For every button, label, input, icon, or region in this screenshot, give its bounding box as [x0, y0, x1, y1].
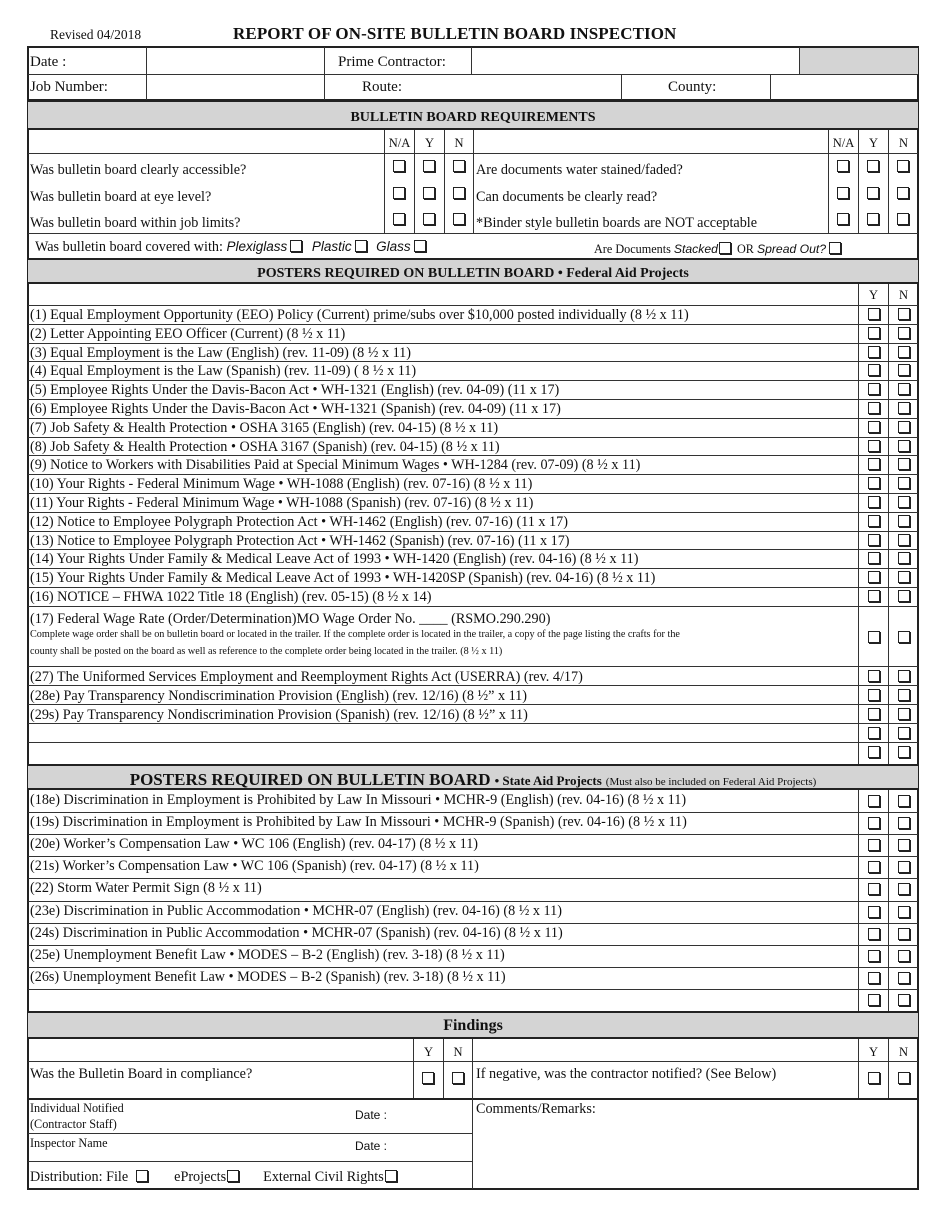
checkbox-no[interactable]: [898, 308, 910, 320]
row-divider: [28, 587, 918, 588]
divider: [28, 74, 918, 75]
checkbox-no[interactable]: [898, 364, 910, 376]
checkbox-yes[interactable]: [868, 308, 880, 320]
col-n: N: [898, 288, 909, 302]
checkbox-yes[interactable]: [868, 631, 880, 643]
notified-question: If negative, was the contractor notified? (See Below): [476, 1066, 777, 1082]
checkbox-yes[interactable]: [868, 746, 880, 758]
divider: [28, 1133, 472, 1134]
federal-poster-item: (13) Notice to Employee Polygraph Protection Act • WH-1462 (Spanish) (rev. 07-16) (11 x 17): [30, 532, 570, 549]
row-divider: [28, 493, 918, 494]
row-divider: [28, 361, 918, 362]
inspector-date-label: Date :: [355, 1139, 388, 1153]
checkbox-no[interactable]: [898, 817, 910, 829]
checkbox-no[interactable]: [898, 631, 910, 643]
row-divider: [28, 531, 918, 532]
checkbox-na[interactable]: [393, 187, 405, 199]
inspector-date-field[interactable]: [400, 1136, 470, 1159]
row-divider: [28, 474, 918, 475]
checkbox-yes[interactable]: [868, 1072, 880, 1084]
requirements-title: BULLETIN BOARD REQUIREMENTS: [350, 110, 596, 125]
state-poster-item: (25e) Unemployment Benefit Law • MODES – B-2 (English) (rev. 3-18) (8 ½ x 11): [30, 946, 505, 963]
checkbox-no[interactable]: [898, 727, 910, 739]
federal-poster-item: (29s) Pay Transparency Nondiscrimination Provision (Spanish) (rev. 12/16) (8 ½” x 11): [30, 707, 528, 723]
federal-poster-item: (14) Your Rights Under Family & Medical Leave Act of 1993 • WH-1420 (English) (rev. 04-16) (8 ½ x 11): [30, 551, 639, 568]
checkbox-yes[interactable]: [868, 571, 880, 583]
divider: [28, 233, 918, 234]
checkbox-no[interactable]: [898, 689, 910, 701]
row-divider: [28, 549, 918, 550]
checkbox-no[interactable]: [898, 534, 910, 546]
covered-label: Was bulletin board covered with:: [35, 239, 223, 255]
checkbox-na[interactable]: [837, 160, 849, 172]
row-divider: [28, 812, 918, 813]
divider: [770, 75, 771, 100]
checkbox-no[interactable]: [898, 972, 910, 984]
checkbox-yes[interactable]: [868, 496, 880, 508]
row-divider: [28, 723, 918, 724]
option-stacked: Stacked: [673, 242, 718, 256]
col-y: Y: [868, 136, 879, 150]
federal-poster-item: (9) Notice to Workers with Disabilities Paid at Special Minimum Wages • WH-1284 (rev. 07-09) (8 ½ x 11): [30, 457, 641, 474]
compliance-question: Was the Bulletin Board in compliance?: [30, 1066, 253, 1082]
checkbox-no[interactable]: [898, 440, 910, 452]
checkbox-yes[interactable]: [868, 839, 880, 851]
row-divider: [28, 666, 918, 667]
checkbox-no[interactable]: [898, 795, 910, 807]
checkbox-yes[interactable]: [868, 552, 880, 564]
checkbox-yes[interactable]: [422, 1072, 434, 1084]
route-field[interactable]: [474, 77, 619, 98]
checkbox-no[interactable]: [898, 477, 910, 489]
checkbox-yes[interactable]: [868, 817, 880, 829]
divider: [28, 1061, 918, 1062]
option-spread-out: Spread Out?: [756, 242, 827, 256]
col-n: N: [898, 136, 909, 150]
divider: [472, 1039, 473, 1189]
checkbox-yes[interactable]: [868, 402, 880, 414]
divider: [28, 1161, 472, 1162]
col-y: Y: [868, 288, 879, 302]
checkbox-yes[interactable]: [868, 708, 880, 720]
col-na: N/A: [832, 136, 855, 150]
col-na: N/A: [388, 136, 411, 150]
row-divider: [28, 704, 918, 705]
checkbox-no[interactable]: [898, 552, 910, 564]
federal-poster-item: (4) Equal Employment is the Law (Spanish) (rev. 11-09) ( 8 ½ x 11): [30, 363, 417, 380]
federal-title: POSTERS REQUIRED ON BULLETIN BOARD • Federal Aid Projects: [257, 266, 689, 281]
state-poster-item: (26s) Unemployment Benefit Law • MODES – B-2 (Spanish) (rev. 3-18) (8 ½ x 11): [30, 968, 506, 985]
divider: [324, 47, 325, 100]
req-right-item: *Binder style bulletin boards are NOT acceptable: [476, 215, 758, 231]
checkbox-no[interactable]: [898, 994, 910, 1006]
wage-rate-note: county shall be posted on the board as well as reference to the complete order being located in the trailer. (8 ½ x 11): [30, 646, 503, 657]
checkbox-no[interactable]: [898, 950, 910, 962]
row-divider: [28, 399, 918, 400]
wage-rate-note: Complete wage order shall be on bulletin board or located in the trailer. If the complete order is located in the trailer, a copy of the page listing the crafts for the: [30, 629, 680, 640]
federal-poster-item: (3) Equal Employment is the Law (English) (rev. 11-09) (8 ½ x 11): [30, 344, 411, 361]
state-poster-item: (23e) Discrimination in Public Accommodation • MCHR-07 (English) (rev. 04-16) (8 ½ x 11): [30, 902, 562, 919]
route-label: Route:: [362, 79, 402, 95]
checkbox-no[interactable]: [898, 383, 910, 395]
county-label: County:: [668, 79, 717, 95]
individual-notified-label: Individual Notified: [30, 1101, 124, 1115]
state-title: [130, 772, 817, 789]
option-glass: Glass: [376, 239, 411, 254]
checkbox-no[interactable]: [898, 590, 910, 602]
individual-notified-sublabel: (Contractor Staff): [30, 1117, 117, 1131]
col-n: N: [454, 136, 464, 150]
checkbox-yes[interactable]: [868, 590, 880, 602]
revised-date: Revised 04/2018: [50, 27, 142, 42]
checkbox-glass[interactable]: [414, 240, 426, 252]
col-y: Y: [424, 136, 435, 150]
row-divider: [28, 945, 918, 946]
checkbox-no[interactable]: [898, 906, 910, 918]
checkbox-yes[interactable]: [867, 160, 879, 172]
federal-poster-item: (15) Your Rights Under Family & Medical Leave Act of 1993 • WH-1420SP (Spanish) (rev. 04-16) (8 ½ x 11): [30, 570, 656, 587]
checkbox-yes[interactable]: [868, 883, 880, 895]
checkbox-yes[interactable]: [867, 213, 879, 225]
checkbox-no[interactable]: [898, 708, 910, 720]
row-divider: [28, 834, 918, 835]
external-civil-rights-label: External Civil Rights: [263, 1169, 384, 1185]
row-divider: [28, 437, 918, 438]
checkbox-na[interactable]: [393, 160, 405, 172]
federal-poster-item: (1) Equal Employment Opportunity (EEO) Policy (Current) prime/subs over $10,000 posted individually (8 ½ x 11): [30, 307, 689, 323]
checkbox-stacked[interactable]: [719, 242, 731, 254]
row-divider: [28, 606, 918, 607]
divider: [471, 47, 472, 75]
checkbox-na[interactable]: [393, 213, 405, 225]
row-divider: [28, 967, 918, 968]
checkbox-yes[interactable]: [868, 477, 880, 489]
federal-poster-item: (11) Your Rights - Federal Minimum Wage • WH-1088 (Spanish) (rev. 07-16) (8 ½ x 11): [30, 495, 534, 511]
checkbox-no[interactable]: [898, 571, 910, 583]
checkbox-no[interactable]: [452, 1072, 464, 1084]
checkbox-yes[interactable]: [868, 795, 880, 807]
checkbox-no[interactable]: [898, 746, 910, 758]
or-label: OR: [736, 242, 754, 256]
federal-poster-item: (16) NOTICE – FHWA 1022 Title 18 (English) (rev. 05-15) (8 ½ x 14): [30, 589, 432, 605]
checkbox-na[interactable]: [837, 213, 849, 225]
state-poster-item: (22) Storm Water Permit Sign (8 ½ x 11): [30, 880, 262, 897]
divider: [473, 130, 474, 233]
county-field[interactable]: [773, 77, 916, 98]
row-divider: [28, 685, 918, 686]
row-divider: [28, 989, 918, 990]
requirements-header: [28, 100, 918, 130]
checkbox-yes[interactable]: [423, 213, 435, 225]
checkbox-yes[interactable]: [868, 689, 880, 701]
state-poster-item: (20e) Worker’s Compensation Law • WC 106 (English) (rev. 04-17) (8 ½ x 11): [30, 836, 479, 853]
col-y: Y: [423, 1045, 434, 1059]
checkbox-no[interactable]: [898, 458, 910, 470]
row-divider: [28, 380, 918, 381]
row-divider: [28, 324, 918, 325]
checkbox-eprojects[interactable]: [227, 1170, 239, 1182]
checkbox-no[interactable]: [898, 861, 910, 873]
checkbox-yes[interactable]: [868, 727, 880, 739]
req-left-item: Was bulletin board clearly accessible?: [30, 162, 247, 178]
federal-poster-item: (8) Job Safety & Health Protection • OSHA 3167 (Spanish) (rev. 04-15) (8 ½ x 11): [30, 438, 500, 455]
checkbox-no[interactable]: [898, 928, 910, 940]
findings-header: [28, 1011, 918, 1039]
row-divider: [28, 455, 918, 456]
federal-poster-item: (2) Letter Appointing EEO Officer (Current) (8 ½ x 11): [30, 325, 346, 342]
date-field[interactable]: [148, 50, 322, 72]
row-divider: [28, 923, 918, 924]
state-poster-item: (18e) Discrimination in Employment is Prohibited by Law In Missouri • MCHR-9 (English) (rev. 04-16) (8 ½ x 11): [30, 792, 687, 808]
checkbox-yes[interactable]: [868, 421, 880, 433]
state-poster-item: (21s) Worker’s Compensation Law • WC 106 (Spanish) (rev. 04-17) (8 ½ x 11): [30, 858, 479, 875]
checkbox-external-civil-rights[interactable]: [385, 1170, 397, 1182]
federal-header: [28, 258, 918, 284]
req-left-item: Was bulletin board within job limits?: [30, 215, 241, 231]
option-plexiglass: Plexiglass: [226, 239, 288, 254]
checkbox-plastic[interactable]: [355, 240, 367, 252]
checkbox-yes[interactable]: [868, 364, 880, 376]
individual-date-label: Date :: [355, 1108, 388, 1122]
checkbox-no[interactable]: [897, 213, 909, 225]
checkbox-no[interactable]: [453, 160, 465, 172]
date-label: Date :: [30, 54, 67, 70]
checkbox-yes[interactable]: [868, 534, 880, 546]
shaded-cell: [800, 48, 918, 74]
divider: [28, 1098, 918, 1100]
checkbox-plexiglass[interactable]: [290, 240, 302, 252]
row-divider: [28, 418, 918, 419]
distribution-row: [30, 1170, 397, 1184]
checkbox-yes[interactable]: [868, 458, 880, 470]
checkbox-no[interactable]: [898, 839, 910, 851]
federal-poster-item: (12) Notice to Employee Polygraph Protection Act • WH-1462 (English) (rev. 07-16) (11 x 17): [30, 513, 568, 530]
comments-label: Comments/Remarks:: [476, 1101, 596, 1117]
checkbox-no[interactable]: [898, 1072, 910, 1084]
col-n: N: [453, 1045, 463, 1059]
federal-poster-item: (28e) Pay Transparency Nondiscrimination Provision (English) (rev. 12/16) (8 ½” x 11): [30, 688, 528, 704]
checkbox-no[interactable]: [453, 187, 465, 199]
checkbox-no[interactable]: [898, 883, 910, 895]
federal-poster-item: (7) Job Safety & Health Protection • OSHA 3165 (English) (rev. 04-15) (8 ½ x 11): [30, 419, 499, 436]
divider: [858, 284, 859, 764]
checkbox-yes[interactable]: [868, 327, 880, 339]
checkbox-yes[interactable]: [868, 515, 880, 527]
prime-contractor-label: Prime Contractor:: [338, 54, 446, 70]
row-divider: [28, 878, 918, 879]
divider: [621, 75, 622, 100]
checkbox-yes[interactable]: [868, 383, 880, 395]
checkbox-yes[interactable]: [868, 928, 880, 940]
checkbox-yes[interactable]: [868, 950, 880, 962]
divider: [146, 47, 147, 100]
covered-row: [35, 240, 429, 254]
state-poster-item: (19s) Discrimination in Employment is Prohibited by Law In Missouri • MCHR-9 (Spanish) (rev. 04-16) (8 ½ x 11): [30, 814, 687, 831]
checkbox-yes[interactable]: [423, 187, 435, 199]
checkbox-na[interactable]: [837, 187, 849, 199]
state-poster-item: (24s) Discrimination in Public Accommodation • MCHR-07 (Spanish) (rev. 04-16) (8 ½ x 11): [30, 924, 563, 941]
job-number-label: Job Number:: [30, 79, 108, 95]
checkbox-yes[interactable]: [868, 972, 880, 984]
state-title-note: (Must also be included on Federal Aid Projects): [605, 776, 817, 788]
checkbox-no[interactable]: [898, 402, 910, 414]
checkbox-no[interactable]: [898, 327, 910, 339]
checkbox-no[interactable]: [453, 213, 465, 225]
federal-poster-item: (27) The Uniformed Services Employment and Reemployment Rights Act (USERRA) (rev. 4/17): [30, 669, 583, 685]
col-y: Y: [868, 1045, 879, 1059]
state-header: [28, 764, 918, 790]
row-divider: [28, 901, 918, 902]
checkbox-spread-out[interactable]: [829, 242, 841, 254]
prime-contractor-field[interactable]: [474, 50, 796, 72]
checkbox-yes[interactable]: [867, 187, 879, 199]
checkbox-yes[interactable]: [868, 906, 880, 918]
req-left-item: Was bulletin board at eye level?: [30, 189, 212, 205]
inspector-name-label: Inspector Name: [30, 1136, 108, 1150]
col-n: N: [898, 1045, 909, 1059]
state-title-main: POSTERS REQUIRED ON BULLETIN BOARD: [129, 770, 491, 789]
comments-field[interactable]: [476, 1120, 914, 1186]
state-title-sub: • State Aid Projects: [494, 773, 602, 788]
stacked-row: [594, 242, 844, 255]
checkbox-file[interactable]: [136, 1170, 148, 1182]
checkbox-no[interactable]: [898, 670, 910, 682]
checkbox-yes[interactable]: [868, 994, 880, 1006]
stacked-label: Are Documents: [594, 242, 671, 256]
job-number-field[interactable]: [148, 77, 322, 98]
row-divider: [28, 856, 918, 857]
checkbox-yes[interactable]: [868, 346, 880, 358]
checkbox-yes[interactable]: [868, 861, 880, 873]
checkbox-no[interactable]: [898, 346, 910, 358]
req-right-item: Are documents water stained/faded?: [476, 162, 683, 178]
wage-rate-title: (17) Federal Wage Rate (Order/Determination)MO Wage Order No. ____ (RSMO.290.290): [30, 611, 551, 627]
page-title: REPORT OF ON-SITE BULLETIN BOARD INSPECTION: [233, 24, 677, 43]
checkbox-yes[interactable]: [423, 160, 435, 172]
row-divider: [28, 343, 918, 344]
row-divider: [28, 742, 918, 743]
federal-poster-item: (6) Employee Rights Under the Davis-Bacon Act • WH-1321 (Spanish) (rev. 04-09) (11 x 17): [30, 401, 561, 417]
row-divider: [28, 568, 918, 569]
checkbox-no[interactable]: [897, 160, 909, 172]
eprojects-label: eProjects: [174, 1169, 227, 1185]
checkbox-yes[interactable]: [868, 670, 880, 682]
individual-date-field[interactable]: [400, 1102, 470, 1130]
option-plastic: Plastic: [311, 239, 352, 254]
checkbox-no[interactable]: [898, 515, 910, 527]
divider: [888, 284, 889, 764]
checkbox-no[interactable]: [898, 421, 910, 433]
row-divider: [28, 305, 918, 306]
federal-poster-item: (5) Employee Rights Under the Davis-Bacon Act • WH-1321 (English) (rev. 04-09) (11 x 17): [30, 382, 560, 399]
distribution-file-label: Distribution: File: [30, 1169, 129, 1185]
checkbox-yes[interactable]: [868, 440, 880, 452]
checkbox-no[interactable]: [898, 496, 910, 508]
row-divider: [28, 512, 918, 513]
checkbox-no[interactable]: [897, 187, 909, 199]
req-right-item: Can documents be clearly read?: [476, 189, 658, 205]
federal-poster-item: (10) Your Rights - Federal Minimum Wage • WH-1088 (English) (rev. 07-16) (8 ½ x 11): [30, 476, 533, 493]
findings-title: Findings: [443, 1017, 503, 1034]
